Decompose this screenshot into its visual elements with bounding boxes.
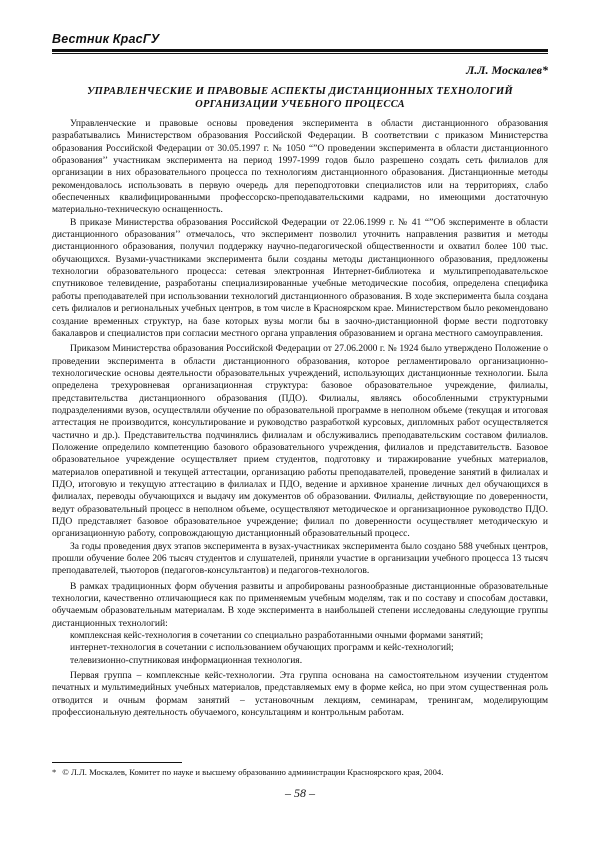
- paragraph: Первая группа – комплексные кейс-технологии. Эта группа основана на самостоятельном изучении студентом печатных и мультимедийных учебных материалов, представляемых ему в форме кейса, но при этом существенная роль отводится и очным формам занятий – установочным лекциям, семинарам, тренингам, моделирующим профессиональную деятельность обучаемого, консультациям и контрольным работам.: [52, 670, 548, 719]
- list-item: телевизионно-спутниковая информационная технология.: [70, 654, 303, 666]
- footnote-rule: [52, 762, 182, 763]
- paragraph: За годы проведения двух этапов эксперимента в вузах-участниках эксперимента было создано 588 учебных центров, прошли обучение более 206 тысяч студентов и слушателей, приняли участие в организации учебного процесса 13 тысяч преподавателей, тьюторов (педагогов-консультантов) и педагогов-технологов.: [52, 540, 548, 577]
- page-number: – 58 –: [285, 786, 315, 800]
- footnote-mark: *: [52, 767, 57, 777]
- header-rule: [52, 49, 548, 52]
- footnote: [52, 767, 548, 778]
- header-rule-thin: [52, 53, 548, 54]
- paragraph: В рамках традиционных форм обучения развиты и апробированы разнообразные дистанционные образовательные технологии, качественно отличающиеся как по применяемым учебным моделям, так и по составу и способам доставки, обучаемым образовательным материалам. В ходе эксперимента в наибольшей степени исследованы следующие группы дистанционных технологий:: [52, 580, 548, 629]
- paragraph: Приказом Министерства образования Российской Федерации от 27.06.2000 г. № 1924 было утверждено Положение о проведении эксперимента в области дистанционного образования, которое регламентировало организационно-технологические основы деятельности образовательных учреждений, использующих дистанционные технологии. Была определена трехуровневая организационная структура: базовое образовательное учреждение, филиалы, представительства дистанционного образования (ПДО). Филиалы, являясь обособленными структурными подразделениями вузов, осуществляли обучение по образовательной программе в неполном объеме (текущая и итоговая аттестация не производится, консультирование и руководство разработкой курсовых, дипломных работ осуществляется частично и др.). Представительства подчинялись филиалам и обслуживались преподавательским составом филиалов. Положение определило компетенцию базового образовательного учреждения, филиалов и представительств. Базовое образовательное учреждение осуществляет прием студентов, подготовку и тиражирование учебных материалов, материалов оперативной и текущей аттестации, организацию работы преподавателей, проведение занятий в филиалах и ПДО, итоговую и текущую аттестацию в филиалах и ПДО, ведение и архивное хранение личных дел обучающихся в филиалах, переводы обучающихся и выдачу им документов об образовании. Филиалы, действующие по доверенности, ведут образовательный процесс в неполном объеме, осуществляют методическое и организационное руководство ПДО. ПДО представляет базовое образовательное учреждение; филиал по доверенности осуществляет методическую и организационную работу, сопровождающую дистанционный образовательный процесс.: [52, 343, 548, 540]
- list-item: комплексная кейс-технология в сочетании со специально разработанными очными формами занятий;: [70, 630, 484, 642]
- author-name: Л.Л. Москалев*: [466, 63, 548, 77]
- journal-title: Вестник КрасГУ: [52, 32, 160, 46]
- article-body: [52, 118, 548, 720]
- running-header: [52, 30, 548, 48]
- footnote-text: © Л.Л. Москалев, Комитет по науке и высшему образованию администрации Красноярского края, 2004.: [62, 767, 444, 777]
- paragraph: В приказе Министерства образования Российской Федерации от 22.06.1999 г. № 41 “”Об эксперименте в области дистанционного образования’’ отмечалось, что эксперимент позволил уточнить направления развития и методы дистанционного образования, получил поддержку научно-педагогической общественности и охватил более 100 тыс. обучающихся. Вузами-участниками эксперимента были созданы методы дистанционного образования, предложены технологии образовательного процесса: сетевая электронная Интернет-библиотека и мультипреподавательское спутниковое телевидение, разработаны специализированные учебные методические пособия, определена специфика работы преподавателей при использовании технологий дистанционного образования. В ходе эксперимента была создана сеть филиалов и региональных учебных центров, в том числе в Красноярском крае. Министерством было рекомендовано создание временных структур, на базе которых вузы могли бы в заочно-дистанционной форме вести подготовку бакалавров и специалистов при согласии местного органа управления образованием и органа местного самоуправления.: [52, 216, 548, 339]
- list-item: интернет-технология в сочетании с использованием обучающих программ и кейс-технологий;: [70, 642, 454, 654]
- article-title: УПРАВЛЕНЧЕСКИЕ И ПРАВОВЫЕ АСПЕКТЫ ДИСТАНЦИОННЫХ ТЕХНОЛОГИЙ ОРГАНИЗАЦИИ УЧЕБНОГО ПРОЦЕССА: [87, 86, 513, 110]
- paragraph: Управленческие и правовые основы проведения эксперимента в области дистанционного образования разрабатывались Министерством образования Российской Федерации. В соответствии с приказом Министерства образования Российской Федерации от 30.05.1997 г. № 1050 “”О проведении эксперимента в области дистанционного образования’’ участникам эксперимента на период 1997-1999 годов было разрешено создать сеть филиалов для организации в них образовательного процесса по технологиям дистанционного образования. Дистанционные методы рекомендовалось использовать в первую очередь для переподготовки специалистов или на территориях, слабо обеспеченных квалифицированными профессорско-преподавательскими кадрами, но имеющими достаточную материально-техническую оснащенность.: [52, 118, 548, 216]
